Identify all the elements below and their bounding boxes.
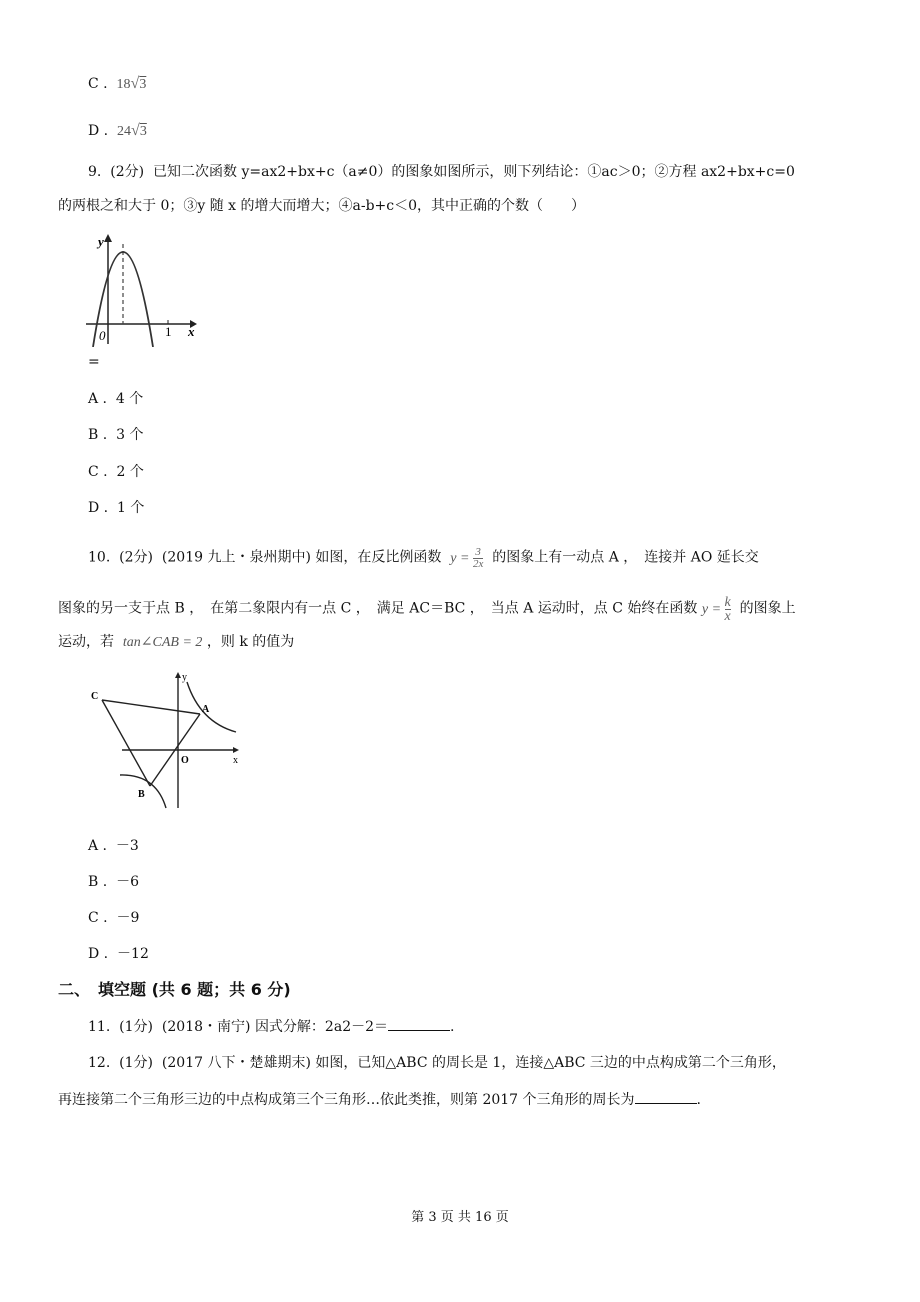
q12-line1: 12. (1分) (2017 八下・楚雄期末) 如图，已知△ABC 的周长是 1，连接△ABC 三边的中点构成第二个三角形， [88, 1055, 786, 1071]
q9-line2: 的两根之和大于 0；③y 随 x 的增大而增大；④a-b+c＜0，其中正确的个数（ ） [58, 198, 586, 214]
q10-x-arrow [233, 747, 239, 753]
q10-y-arrow [175, 672, 181, 678]
q9-option-c: C . 2 个 [88, 464, 144, 480]
q10-label-y: y [182, 672, 187, 683]
q10-line1: 10. (2分) (2019 九上・泉州期中) 如图，在反比例函数 y = $\frac{3}{2x}$ 的图象上有一动点 A ， 连接并 AO 延长交 [88, 546, 759, 570]
q10-label-c: C [91, 691, 99, 702]
q8-option-c-value: 18√3 [116, 75, 147, 92]
q10-option-c: C . －9 [88, 910, 140, 926]
q9-y-label: y [98, 234, 104, 249]
q11: 11. (1分) (2018・南宁) 因式分解：2a2－2＝ . [88, 1016, 454, 1037]
q10-formula1: y = $\frac{3}{2x}$ [450, 546, 484, 570]
q9-x-label: x [188, 324, 195, 339]
q10-hyperbola-upper [187, 682, 236, 732]
q12-line2: 再连接第二个三角形三边的中点构成第三个三角形…依此类推，则第 2017 个三角形的周长为 . [58, 1089, 701, 1110]
q9-origin-label: 0 [99, 328, 106, 343]
q10-side-cb [102, 700, 150, 786]
q9-option-b: B . 3 个 [88, 427, 144, 443]
q9-line1: 9. (2分) 已知二次函数 y=ax2+bx+c（a≠0）的图象如图所示，则下列结论：①ac＞0；②方程 ax2+bx+c=0 [88, 164, 795, 180]
q10-label-o: O [181, 755, 189, 766]
q8-option-d-value: 24√3 [117, 122, 147, 139]
q10-label-b: B [138, 789, 145, 800]
q10-option-b: B . －6 [88, 874, 140, 890]
q10-label-x: x [233, 755, 238, 766]
q10-line3: 运动，若 tan∠CAB = 2 ，则 k 的值为 [58, 634, 295, 650]
q10-triangle-figure [90, 670, 248, 810]
q10-option-a: A . －3 [88, 838, 139, 854]
q10-formula2: y = $\frac{k}{x}$ [701, 595, 731, 624]
q9-tick-label: 1 [165, 324, 172, 339]
q9-parabola-figure [86, 232, 198, 347]
q8-option-c: C . 18√3 [88, 75, 147, 92]
q10-option-d: D . －12 [88, 946, 149, 962]
q10-line2: 图象的另一支于点 B ， 在第二象限内有一点 C ， 满足 AC＝BC ， 当点 A 运动时，点 C 始终在函数 y = $\frac{k}{x}$ 的图象上 [58, 595, 796, 624]
q11-answer-blank[interactable] [388, 1016, 450, 1031]
section-2-title: 二、 填空题 (共 6 题；共 6 分) [58, 980, 291, 999]
q8-option-d: D . 24√3 [88, 122, 147, 139]
q10-label-a: A [202, 704, 210, 715]
q9-option-a: A . 4 个 [88, 391, 144, 407]
q12-answer-blank[interactable] [635, 1089, 697, 1104]
q9-after-figure: = [88, 354, 100, 370]
q10-formula3: tan∠CAB = 2 [122, 635, 203, 650]
page-footer: 第 3 页 共 16 页 [411, 1210, 509, 1225]
q9-y-arrow [104, 234, 112, 242]
q9-option-d: D . 1 个 [88, 500, 145, 516]
q10-side-ca [102, 700, 200, 714]
